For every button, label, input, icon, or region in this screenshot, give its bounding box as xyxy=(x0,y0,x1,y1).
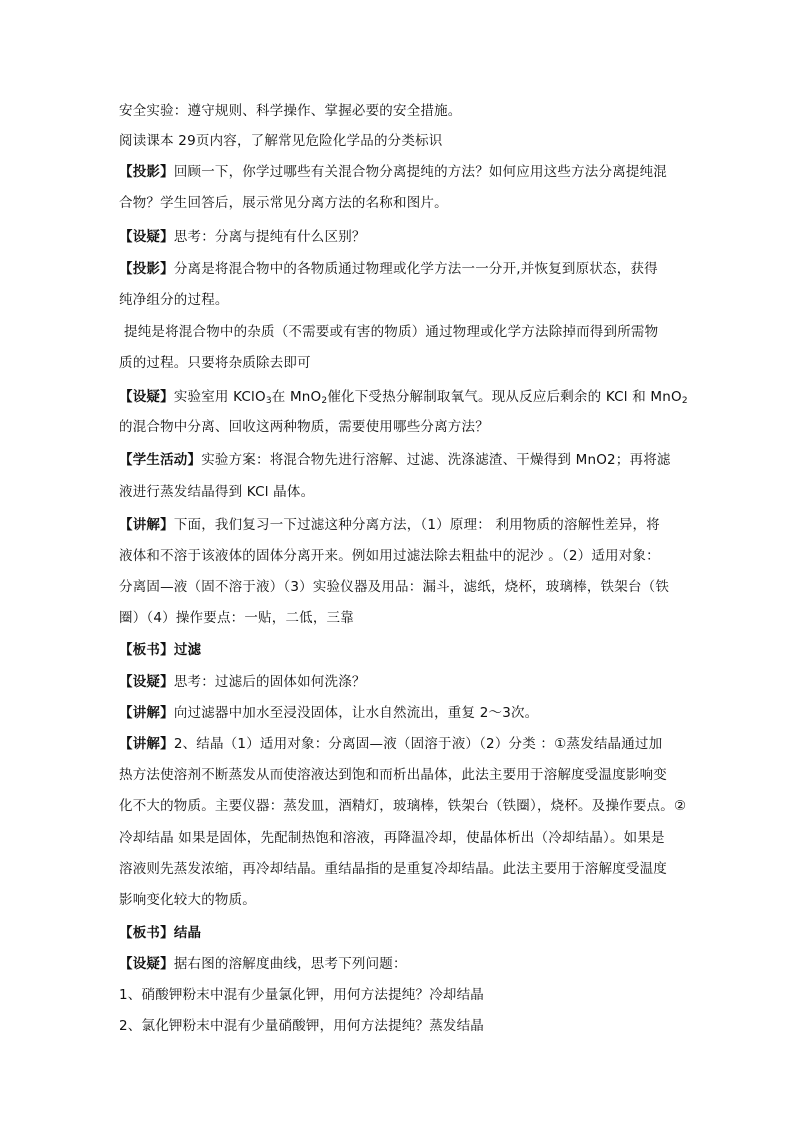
text: 回顾一下，你学过哪些有关混合物分离提纯的方法？如何应用这些方法分离提纯混 xyxy=(173,164,668,180)
board-title: 过滤 xyxy=(173,642,202,658)
text: 向过滤器中加水至浸没固体，让水自然流出，重复 2～3次。 xyxy=(173,705,539,721)
paragraph-explain-crystallization xyxy=(119,735,679,753)
paragraph-question-2 xyxy=(119,388,688,406)
text: 思考：分离与提纯有什么区别？ xyxy=(173,229,366,245)
text: 冷却结晶 如果是固体，先配制热饱和溶液，再降温冷却，使晶体析出（冷却结晶）。如果是 xyxy=(119,830,665,846)
section-tag: 【设疑】 xyxy=(119,229,174,245)
text: 溶液则先蒸发浓缩，再冷却结晶。重结晶指的是重复冷却结晶。此法主要用于溶解度受温度 xyxy=(119,861,667,877)
text: 质的过程。只要将杂质除去即可 xyxy=(119,355,311,371)
paragraph-line xyxy=(119,797,687,815)
board-title: 结晶 xyxy=(173,925,202,941)
paragraph-student-activity xyxy=(119,451,679,469)
paragraph-line xyxy=(119,766,679,784)
question-item-2 xyxy=(119,1017,679,1035)
paragraph-line xyxy=(119,483,679,501)
section-tag: 【讲解】 xyxy=(119,736,174,752)
paragraph-question-3 xyxy=(119,673,679,691)
paragraph-line xyxy=(119,578,679,596)
text: 液体和不溶于该液体的固体分离开来。例如用过滤法除去粗盐中的泥沙 。（2）适用对象： xyxy=(119,548,660,564)
text: 思考：过滤后的固体如何洗涤？ xyxy=(173,674,366,690)
subscript: 3 xyxy=(265,396,272,406)
paragraph-projection-1 xyxy=(119,163,679,181)
paragraph-reading xyxy=(119,132,679,150)
text: 实验室用 KClO xyxy=(173,389,266,405)
paragraph-board-crystallization xyxy=(119,924,679,942)
text: 据右图的溶解度曲线，思考下列问题： xyxy=(173,956,407,972)
subscript: 2 xyxy=(681,396,688,406)
text: 阅读课本 29页内容，了解常见危险化学品的分类标识 xyxy=(119,133,443,149)
text: 化不大的物质。主要仪器：蒸发皿，酒精灯，玻璃棒，铁架台（铁圈），烧杯。及操作要点。② xyxy=(119,798,687,814)
section-tag: 【设疑】 xyxy=(119,389,174,405)
section-tag: 【投影】 xyxy=(119,164,174,180)
text: 圈）（4）操作要点：一贴，二低，三靠 xyxy=(119,610,354,626)
text: 影响变化较大的物质。 xyxy=(119,892,256,908)
text: 纯净组分的过程。 xyxy=(119,292,229,308)
text: 1、硝酸钾粉末中混有少量氯化钾，用何方法提纯？冷却结晶 xyxy=(119,987,484,1003)
section-tag: 【学生活动】 xyxy=(119,452,202,468)
text: 分离固—液（固不溶于液）（3）实验仪器及用品：漏斗，滤纸，烧杯，玻璃棒，铁架台（铁 xyxy=(119,579,670,595)
text: 液进行蒸发结晶得到 KCl 晶体。 xyxy=(119,484,315,500)
text: 下面，我们复习一下过滤这种分离方法，（1）原理： 利用物质的溶解性差异，将 xyxy=(173,517,660,533)
text: 热方法使溶剂不断蒸发从而使溶液达到饱和而析出晶体，此法主要用于溶解度受温度影响变 xyxy=(119,767,667,783)
paragraph-board-filtration xyxy=(119,641,679,659)
text: 催化下受热分解制取氧气。现从反应后剩余的 KCl 和 MnO xyxy=(327,389,682,405)
paragraph-question-1 xyxy=(119,228,679,246)
text: 2、氯化钾粉末中混有少量硝酸钾，用何方法提纯？蒸发结晶 xyxy=(119,1018,484,1034)
paragraph-line xyxy=(119,418,679,436)
paragraph-projection-2 xyxy=(119,260,679,278)
section-tag: 【板书】 xyxy=(119,642,174,658)
paragraph-safety xyxy=(119,102,679,120)
paragraph-explain-filtration xyxy=(119,516,679,534)
paragraph-purification xyxy=(119,323,684,341)
subscript: 2 xyxy=(321,396,328,406)
paragraph-line xyxy=(119,829,679,847)
section-tag: 【讲解】 xyxy=(119,517,174,533)
text: 安全实验：遵守规则、科学操作、掌握必要的安全措施。 xyxy=(119,103,462,119)
text: 2、结晶（1）适用对象：分离固—液（固溶于液）（2）分类 ：①蒸发结晶通过加 xyxy=(173,736,663,752)
paragraph-question-4 xyxy=(119,955,679,973)
paragraph-line xyxy=(119,354,679,372)
paragraph-line xyxy=(119,609,679,627)
paragraph-line xyxy=(119,891,679,909)
text: 在 MnO xyxy=(271,389,322,405)
text: 的混合物中分离、回收这两种物质，需要使用哪些分离方法？ xyxy=(119,419,489,435)
paragraph-line xyxy=(119,291,679,309)
section-tag: 【设疑】 xyxy=(119,674,174,690)
section-tag: 【板书】 xyxy=(119,925,174,941)
section-tag: 【投影】 xyxy=(119,261,174,277)
paragraph-line xyxy=(119,194,679,212)
text: 合物？学生回答后，展示常见分离方法的名称和图片。 xyxy=(119,195,448,211)
question-item-1 xyxy=(119,986,679,1004)
section-tag: 【设疑】 xyxy=(119,956,174,972)
paragraph-line xyxy=(119,547,679,565)
section-tag: 【讲解】 xyxy=(119,705,174,721)
paragraph-explain-washing xyxy=(119,704,679,722)
paragraph-line xyxy=(119,860,679,878)
text: 分离是将混合物中的各物质通过物理或化学方法一一分开,并恢复到原状态，获得 xyxy=(173,261,658,277)
text: 提纯是将混合物中的杂质（不需要或有害的物质）通过物理或化学方法除掉而得到所需物 xyxy=(124,324,659,340)
text: 实验方案：将混合物先进行溶解、过滤、洗涤滤渣、干燥得到 MnO2；再将滤 xyxy=(201,452,671,468)
